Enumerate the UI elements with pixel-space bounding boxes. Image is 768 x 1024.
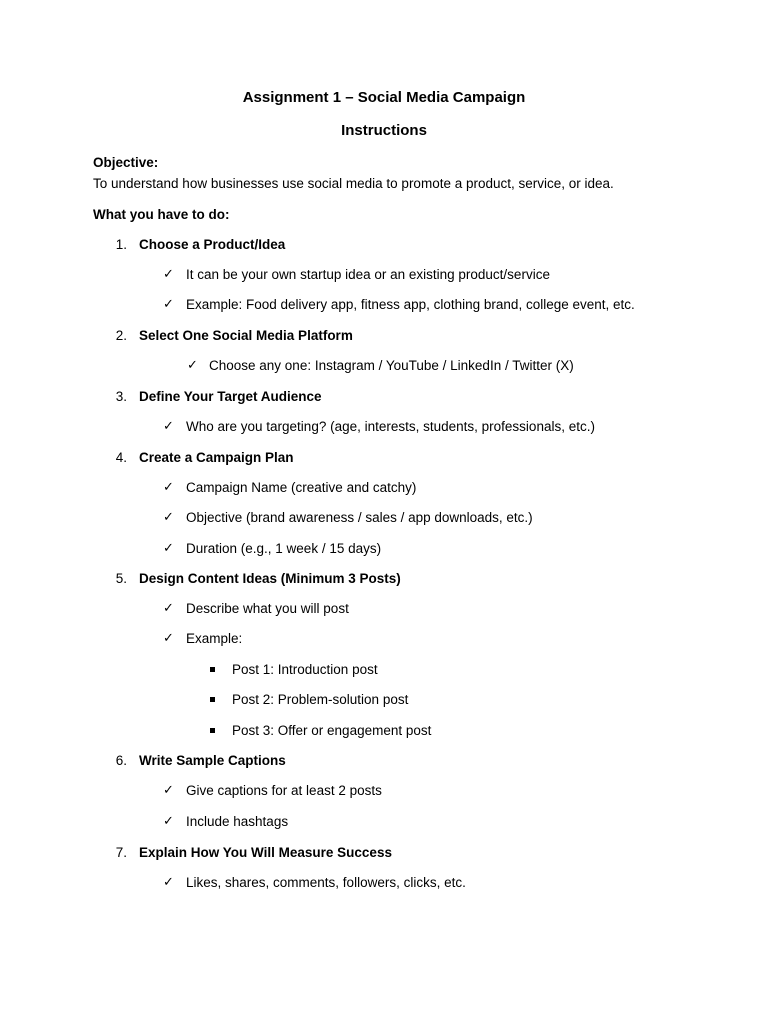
list-item: Duration (e.g., 1 week / 15 days) [186, 541, 382, 556]
square-bullet-icon [210, 728, 215, 733]
objective-text: To understand how businesses use social media to promote a product, service, or idea. [93, 176, 614, 191]
list-subitem: Post 3: Offer or engagement post [232, 723, 432, 738]
check-mark-icon: ✓ [163, 297, 174, 312]
list-item: Likes, shares, comments, followers, clicks, etc. [186, 875, 466, 890]
step-heading: Select One Social Media Platform [139, 328, 353, 343]
list-item: Give captions for at least 2 posts [186, 783, 382, 798]
list-item: Choose any one: Instagram / YouTube / LinkedIn / Twitter (X) [209, 358, 574, 373]
check-mark-icon: ✓ [187, 358, 198, 373]
step-number: 6. [115, 753, 127, 768]
list-item: Include hashtags [186, 814, 289, 829]
list-item: Describe what you will post [186, 601, 349, 616]
step-number: 1. [115, 237, 127, 252]
check-mark-icon: ✓ [163, 875, 174, 890]
check-mark-icon: ✓ [163, 510, 174, 525]
todo-label: What you have to do: [93, 207, 230, 222]
step-heading: Design Content Ideas (Minimum 3 Posts) [139, 571, 401, 586]
list-subitem: Post 1: Introduction post [232, 662, 378, 677]
step-number: 2. [115, 328, 127, 343]
check-mark-icon: ✓ [163, 480, 174, 495]
check-mark-icon: ✓ [163, 631, 174, 646]
list-item: Example: Food delivery app, fitness app, clothing brand, college event, etc. [186, 297, 635, 312]
list-subitem: Post 2: Problem-solution post [232, 692, 409, 707]
check-mark-icon: ✓ [163, 814, 174, 829]
step-heading: Explain How You Will Measure Success [139, 845, 392, 860]
step-heading: Create a Campaign Plan [139, 450, 294, 465]
step-heading: Choose a Product/Idea [139, 237, 286, 252]
list-item: Objective (brand awareness / sales / app downloads, etc.) [186, 510, 533, 525]
list-item: It can be your own startup idea or an existing product/service [186, 267, 550, 282]
list-item: Example: [186, 631, 243, 646]
list-item: Who are you targeting? (age, interests, students, professionals, etc.) [186, 419, 595, 434]
step-heading: Write Sample Captions [139, 753, 286, 768]
check-mark-icon: ✓ [163, 783, 174, 798]
step-number: 5. [115, 571, 127, 586]
check-mark-icon: ✓ [163, 601, 174, 616]
list-item: Campaign Name (creative and catchy) [186, 480, 417, 495]
document-title: Assignment 1 – Social Media Campaign [242, 89, 526, 106]
check-mark-icon: ✓ [163, 267, 174, 282]
step-heading: Define Your Target Audience [139, 389, 322, 404]
step-number: 7. [115, 845, 127, 860]
objective-label: Objective: [93, 155, 159, 170]
step-number: 4. [115, 450, 127, 465]
document-subtitle: Instructions [341, 122, 427, 139]
square-bullet-icon [210, 697, 215, 702]
step-number: 3. [115, 389, 127, 404]
check-mark-icon: ✓ [163, 541, 174, 556]
square-bullet-icon [210, 667, 215, 672]
check-mark-icon: ✓ [163, 419, 174, 434]
